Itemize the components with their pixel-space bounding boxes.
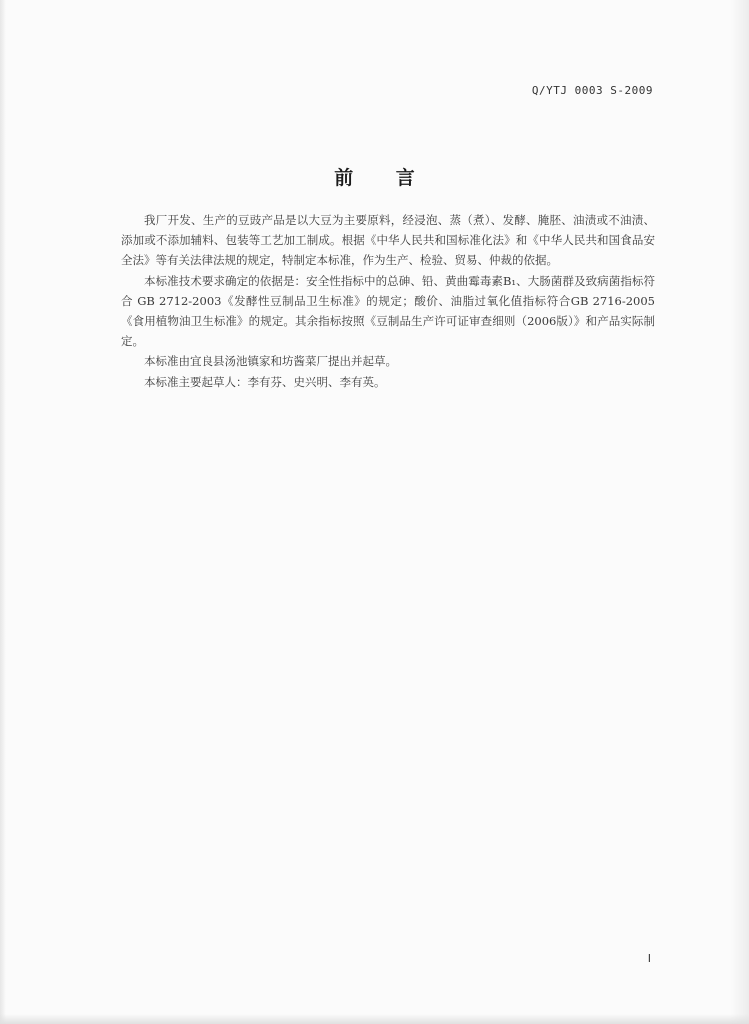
paragraph-proposer: 本标准由宜良县汤池镇家和坊酱菜厂提出并起草。 <box>144 354 397 369</box>
paragraph-drafters: 本标准主要起草人：李有芬、史兴明、李有英。 <box>144 374 386 389</box>
paragraph-technical-basis: 本标准技术要求确定的依据是：安全性指标中的总砷、铅、黄曲霉毒素B₁、大肠菌群及致病菌指标符合 GB 2712-2003《发酵性豆制品卫生标准》的规定；酸价、油脂过氧化值指标符合GB 2716-2005《食用植物油卫生标准》的规定。其余指标按照《豆制品生产许可证审查细则（2006版）》和产品实际制定。 <box>121 273 655 349</box>
scan-edge-left <box>0 0 6 1024</box>
scan-edge-right <box>731 0 749 1024</box>
foreword-body <box>121 210 655 392</box>
page-title: 前 言 <box>334 167 433 189</box>
page-number: I <box>647 952 651 965</box>
scan-edge-bottom <box>0 1014 749 1024</box>
paragraph-intro: 我厂开发、生产的豆豉产品是以大豆为主要原料，经浸泡、蒸（煮）、发酵、腌胚、油渍或不油渍、添加或不添加辅料、包装等工艺加工制成。根据《中华人民共和国标准化法》和《中华人民共和国食品安全法》等有关法律法规的规定，特制定本标准，作为生产、检验、贸易、仲裁的依据。 <box>121 213 655 268</box>
standard-code: Q/YTJ 0003 S-2009 <box>531 84 653 97</box>
